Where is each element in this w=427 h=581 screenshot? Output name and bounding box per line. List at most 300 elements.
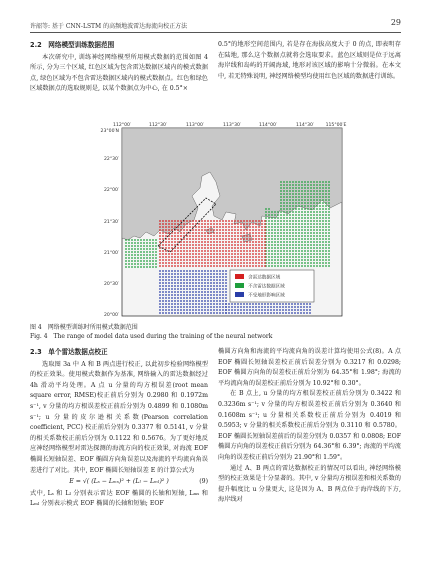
- red-point: [207, 235, 209, 237]
- red-point: [255, 247, 257, 249]
- green-point: [316, 244, 318, 246]
- blue-point: [177, 312, 179, 314]
- green-point: [322, 205, 324, 207]
- blue-point: [201, 273, 203, 275]
- red-point: [174, 247, 176, 249]
- green-point: [289, 211, 291, 213]
- red-point: [192, 220, 194, 222]
- blue-point: [282, 309, 284, 311]
- green-point: [274, 223, 276, 225]
- blue-point: [186, 276, 188, 278]
- green-point: [289, 226, 291, 228]
- green-point: [128, 251, 130, 253]
- blue-point: [288, 303, 290, 305]
- green-point: [313, 217, 315, 219]
- green-point: [265, 214, 267, 216]
- green-point: [313, 226, 315, 228]
- green-point: [307, 205, 309, 207]
- red-point: [192, 259, 194, 261]
- green-point: [295, 226, 297, 228]
- blue-point: [222, 306, 224, 308]
- green-point: [280, 262, 282, 264]
- green-point: [301, 208, 303, 210]
- blue-point: [270, 306, 272, 308]
- blue-point: [204, 270, 206, 272]
- blue-point: [195, 285, 197, 287]
- red-point: [198, 226, 200, 228]
- green-point: [319, 217, 321, 219]
- red-point: [213, 220, 215, 222]
- red-point: [213, 244, 215, 246]
- blue-point: [255, 309, 257, 311]
- blue-point: [273, 312, 275, 314]
- blue-point: [186, 306, 188, 308]
- green-point: [316, 256, 318, 258]
- blue-point: [270, 303, 272, 305]
- blue-point: [216, 306, 218, 308]
- blue-point: [201, 270, 203, 272]
- green-point: [295, 256, 297, 258]
- green-point: [313, 193, 315, 195]
- blue-point: [174, 276, 176, 278]
- red-point: [213, 262, 215, 264]
- green-point: [280, 259, 282, 261]
- red-point: [180, 226, 182, 228]
- red-point: [204, 229, 206, 231]
- red-point: [219, 247, 221, 249]
- red-point: [207, 238, 209, 240]
- green-point: [289, 199, 291, 201]
- green-point: [316, 181, 318, 183]
- green-point: [298, 253, 300, 255]
- blue-point: [159, 276, 161, 278]
- blue-point: [207, 273, 209, 275]
- red-point: [171, 220, 173, 222]
- red-point: [162, 250, 164, 252]
- red-point: [192, 229, 194, 231]
- red-point: [228, 232, 230, 234]
- red-point: [171, 253, 173, 255]
- green-point: [280, 238, 282, 240]
- red-point: [165, 247, 167, 249]
- red-point: [264, 244, 266, 246]
- blue-point: [288, 306, 290, 308]
- green-point: [286, 253, 288, 255]
- green-point: [137, 266, 139, 268]
- red-point: [225, 229, 227, 231]
- green-point: [307, 250, 309, 252]
- blue-point: [219, 309, 221, 311]
- lat-axis-labels: [101, 128, 119, 318]
- green-point: [301, 226, 303, 228]
- red-point: [246, 223, 248, 225]
- green-point: [328, 250, 330, 252]
- blue-point: [186, 300, 188, 302]
- green-point: [140, 263, 142, 265]
- blue-point: [168, 273, 170, 275]
- red-point: [237, 265, 239, 267]
- red-point: [246, 244, 248, 246]
- section-title-2-2: 2.2 网络模型训练数据范围: [30, 41, 115, 49]
- blue-point: [255, 312, 257, 314]
- red-point: [204, 265, 206, 267]
- blue-point: [177, 306, 179, 308]
- green-point: [325, 265, 327, 267]
- green-point: [152, 260, 154, 262]
- green-point: [316, 262, 318, 264]
- red-point: [189, 259, 191, 261]
- red-point: [177, 262, 179, 264]
- blue-point: [222, 276, 224, 278]
- green-point: [125, 266, 127, 268]
- green-point: [277, 217, 279, 219]
- green-point: [271, 247, 273, 249]
- red-point: [231, 247, 233, 249]
- blue-point: [243, 312, 245, 314]
- red-point: [231, 259, 233, 261]
- red-point: [243, 226, 245, 228]
- red-point: [240, 241, 242, 243]
- red-point: [228, 244, 230, 246]
- green-point: [295, 220, 297, 222]
- green-point: [280, 199, 282, 201]
- green-point: [316, 247, 318, 249]
- green-point: [298, 247, 300, 249]
- green-point: [277, 262, 279, 264]
- equation-9: [30, 477, 208, 488]
- green-point: [292, 235, 294, 237]
- blue-point: [210, 270, 212, 272]
- blue-point: [309, 309, 311, 311]
- blue-point: [195, 276, 197, 278]
- blue-point: [288, 309, 290, 311]
- blue-point: [225, 312, 227, 314]
- blue-point: [192, 270, 194, 272]
- red-point: [174, 256, 176, 258]
- red-point: [219, 235, 221, 237]
- paragraph-2-3-p3: 椭圆方向角和海流的平均流向角的误差计算均使用公式(8)。A 点 EOF 椭圆长短轴误差校正前后误差分别为 0.3217 和 0.0298; EOF 椭圆方向角的误差校正前后分别为 64.35°和 1.98°; 海流的平均流向角的误差校正前后分别为 10.92°和 0.30°。: [218, 348, 401, 387]
- red-point: [249, 229, 251, 231]
- blue-point: [210, 288, 212, 290]
- red-point: [168, 253, 170, 255]
- red-point: [216, 247, 218, 249]
- green-point: [271, 259, 273, 261]
- green-point: [310, 223, 312, 225]
- blue-point: [231, 312, 233, 314]
- green-point: [322, 214, 324, 216]
- green-point: [307, 187, 309, 189]
- blue-point: [210, 285, 212, 287]
- blue-point: [165, 285, 167, 287]
- green-point: [304, 202, 306, 204]
- blue-point: [168, 270, 170, 272]
- blue-point: [213, 276, 215, 278]
- green-point: [304, 232, 306, 234]
- lon-label-0: 112°00′: [113, 123, 131, 128]
- red-point: [258, 226, 260, 228]
- green-point: [298, 229, 300, 231]
- blue-point: [225, 297, 227, 299]
- blue-point: [225, 288, 227, 290]
- green-point: [280, 214, 282, 216]
- green-point: [307, 256, 309, 258]
- green-point: [289, 229, 291, 231]
- green-point: [319, 196, 321, 198]
- red-point: [177, 259, 179, 261]
- red-point: [186, 250, 188, 252]
- red-point: [180, 265, 182, 267]
- green-point: [289, 244, 291, 246]
- green-point: [307, 226, 309, 228]
- green-point: [322, 202, 324, 204]
- green-point: [283, 205, 285, 207]
- red-point: [174, 262, 176, 264]
- green-point: [301, 193, 303, 195]
- green-point: [298, 226, 300, 228]
- blue-point: [171, 288, 173, 290]
- blue-point: [201, 306, 203, 308]
- green-point: [289, 181, 291, 183]
- green-point: [319, 235, 321, 237]
- blue-point: [297, 312, 299, 314]
- green-point: [325, 229, 327, 231]
- red-point: [240, 238, 242, 240]
- green-point: [322, 226, 324, 228]
- red-point: [204, 256, 206, 258]
- red-point: [180, 235, 182, 237]
- green-point: [295, 181, 297, 183]
- blue-point: [207, 300, 209, 302]
- green-point: [322, 244, 324, 246]
- red-point: [213, 250, 215, 252]
- red-point: [201, 247, 203, 249]
- red-point: [264, 241, 266, 243]
- green-point: [280, 202, 282, 204]
- green-point: [319, 184, 321, 186]
- blue-point: [189, 303, 191, 305]
- blue-point: [228, 309, 230, 311]
- blue-point: [219, 312, 221, 314]
- red-point: [201, 259, 203, 261]
- red-point: [216, 223, 218, 225]
- green-point: [146, 245, 148, 247]
- column-left-top: [30, 40, 208, 95]
- green-point: [149, 239, 151, 241]
- red-point: [165, 241, 167, 243]
- green-point: [292, 199, 294, 201]
- blue-point: [237, 312, 239, 314]
- red-point: [183, 253, 185, 255]
- green-point: [143, 248, 145, 250]
- red-point: [246, 253, 248, 255]
- green-point: [268, 217, 270, 219]
- green-point: [295, 190, 297, 192]
- red-point: [258, 220, 260, 222]
- blue-point: [285, 306, 287, 308]
- red-point: [243, 235, 245, 237]
- red-point: [246, 262, 248, 264]
- green-point: [295, 262, 297, 264]
- red-point: [165, 250, 167, 252]
- blue-point: [234, 312, 236, 314]
- red-point: [201, 235, 203, 237]
- blue-point: [180, 300, 182, 302]
- green-point: [286, 184, 288, 186]
- blue-point: [177, 279, 179, 281]
- blue-point: [159, 288, 161, 290]
- green-point: [140, 248, 142, 250]
- red-point: [249, 250, 251, 252]
- blue-point: [258, 303, 260, 305]
- blue-point: [195, 294, 197, 296]
- green-point: [140, 257, 142, 259]
- red-point: [204, 262, 206, 264]
- red-point: [255, 241, 257, 243]
- blue-point: [183, 273, 185, 275]
- blue-point: [255, 303, 257, 305]
- green-point: [295, 241, 297, 243]
- red-point: [219, 256, 221, 258]
- green-point: [283, 241, 285, 243]
- green-point: [301, 262, 303, 264]
- green-point: [140, 245, 142, 247]
- blue-point: [186, 273, 188, 275]
- green-point: [146, 254, 148, 256]
- red-point: [192, 223, 194, 225]
- blue-point: [168, 291, 170, 293]
- green-point: [298, 232, 300, 234]
- red-point: [195, 244, 197, 246]
- blue-point: [192, 291, 194, 293]
- red-point: [264, 229, 266, 231]
- red-point: [219, 265, 221, 267]
- green-point: [131, 242, 133, 244]
- green-point: [313, 235, 315, 237]
- green-point: [319, 205, 321, 207]
- green-point: [292, 190, 294, 192]
- green-point: [283, 202, 285, 204]
- blue-point: [210, 294, 212, 296]
- green-point: [307, 241, 309, 243]
- red-point: [174, 253, 176, 255]
- blue-point: [180, 306, 182, 308]
- blue-point: [168, 300, 170, 302]
- green-point: [137, 254, 139, 256]
- blue-point: [216, 300, 218, 302]
- green-point: [125, 248, 127, 250]
- red-point: [246, 226, 248, 228]
- red-point: [207, 259, 209, 261]
- green-point: [137, 260, 139, 262]
- green-point: [131, 266, 133, 268]
- blue-point: [165, 282, 167, 284]
- lat-label-4: 21°00′: [103, 251, 119, 256]
- green-point: [286, 223, 288, 225]
- green-point: [319, 256, 321, 258]
- blue-point: [159, 285, 161, 287]
- blue-point: [162, 291, 164, 293]
- blue-point: [258, 309, 260, 311]
- green-point: [140, 266, 142, 268]
- blue-point: [219, 279, 221, 281]
- red-point: [183, 256, 185, 258]
- red-point: [237, 259, 239, 261]
- blue-point: [219, 276, 221, 278]
- green-point: [304, 208, 306, 210]
- blue-point: [159, 303, 161, 305]
- green-point: [313, 256, 315, 258]
- green-point: [316, 184, 318, 186]
- blue-point: [201, 279, 203, 281]
- lat-label-6: 20°00′: [103, 313, 119, 318]
- blue-point: [216, 285, 218, 287]
- green-point: [140, 239, 142, 241]
- red-point: [219, 232, 221, 234]
- red-point: [192, 262, 194, 264]
- red-point: [261, 229, 263, 231]
- green-point: [322, 265, 324, 267]
- green-point: [277, 244, 279, 246]
- green-point: [271, 235, 273, 237]
- red-point: [228, 238, 230, 240]
- green-point: [128, 257, 130, 259]
- blue-point: [201, 276, 203, 278]
- green-point: [283, 259, 285, 261]
- green-point: [322, 241, 324, 243]
- green-point: [301, 241, 303, 243]
- green-point: [322, 217, 324, 219]
- blue-point: [174, 270, 176, 272]
- green-point: [143, 260, 145, 262]
- red-point: [258, 250, 260, 252]
- green-point: [310, 250, 312, 252]
- red-point: [255, 238, 257, 240]
- green-point: [319, 253, 321, 255]
- green-point: [304, 223, 306, 225]
- red-point: [231, 253, 233, 255]
- red-point: [183, 247, 185, 249]
- green-point: [271, 214, 273, 216]
- blue-point: [213, 303, 215, 305]
- green-point: [307, 220, 309, 222]
- green-point: [268, 232, 270, 234]
- red-point: [207, 250, 209, 252]
- green-point: [286, 205, 288, 207]
- red-point: [183, 238, 185, 240]
- green-point: [304, 256, 306, 258]
- red-point: [258, 223, 260, 225]
- green-point: [301, 232, 303, 234]
- red-point: [204, 259, 206, 261]
- red-point: [168, 241, 170, 243]
- red-point: [231, 229, 233, 231]
- blue-point: [204, 294, 206, 296]
- blue-point: [183, 276, 185, 278]
- green-point: [310, 220, 312, 222]
- red-point: [177, 229, 179, 231]
- green-point: [149, 248, 151, 250]
- green-point: [307, 244, 309, 246]
- blue-point: [183, 285, 185, 287]
- red-point: [231, 265, 233, 267]
- blue-point: [174, 309, 176, 311]
- red-point: [228, 226, 230, 228]
- blue-point: [177, 300, 179, 302]
- red-point: [186, 253, 188, 255]
- blue-point: [195, 291, 197, 293]
- blue-point: [204, 282, 206, 284]
- red-point: [204, 241, 206, 243]
